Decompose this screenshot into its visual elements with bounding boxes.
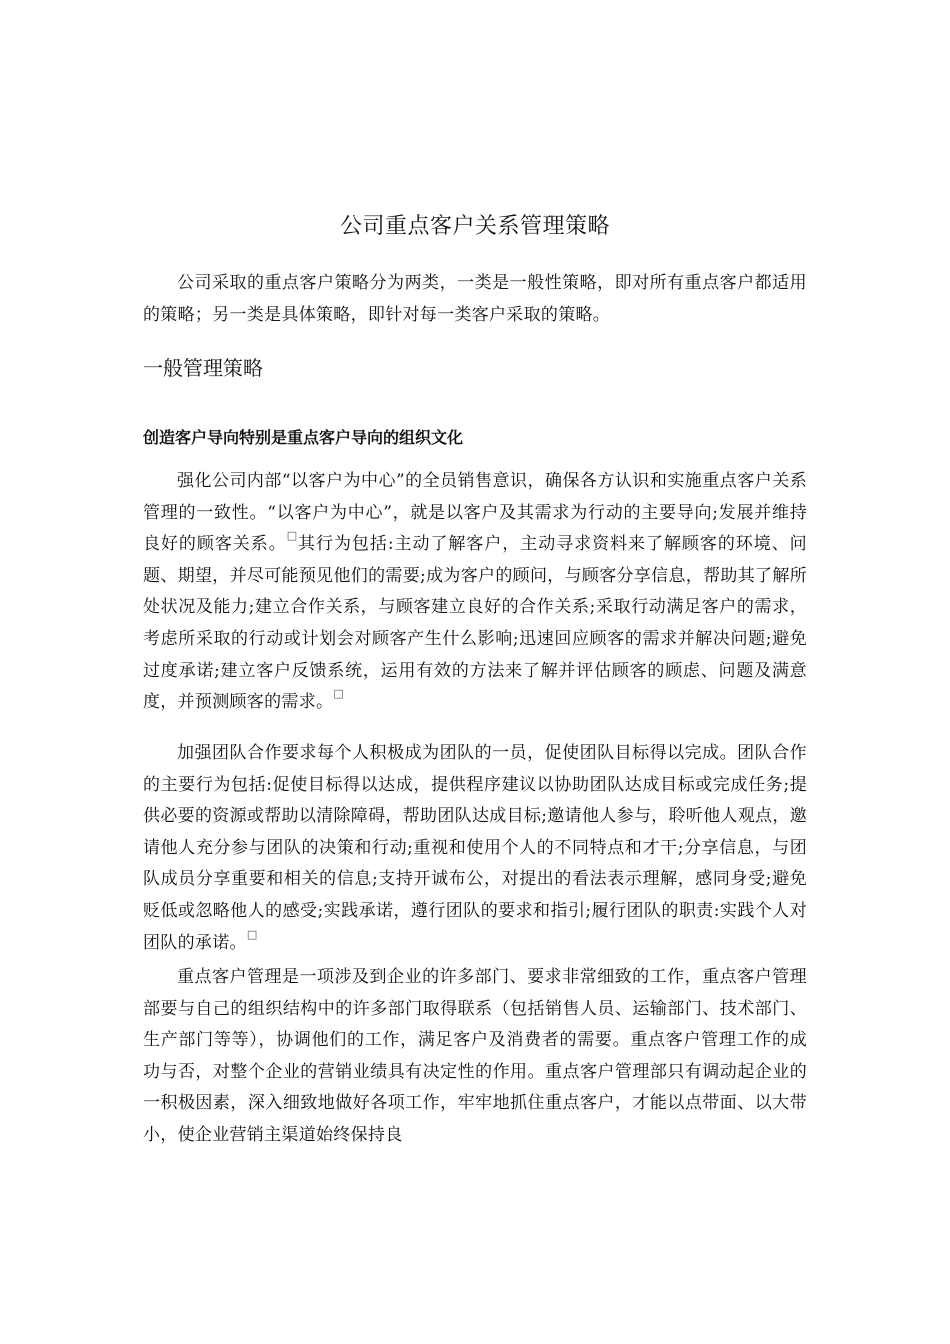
sub-heading: 创造客户导向特别是重点客户导向的组织文化 — [143, 428, 464, 447]
paragraph-text: 强化公司内部“以客户为中心”的全员销售意识，确保各方认识和实施重点客户关系管理的一致性。“以客户为中心”，就是以客户及其需求为行动的主要导向;发展并维持良好的顾客关系。 — [143, 471, 807, 555]
body-paragraph-customer-focus — [143, 466, 807, 719]
note-marker: □ — [246, 927, 258, 941]
paragraph-text: 其行为包括:主动了解客户，主动寻求资料来了解顾客的环境、问题、期望，并尽可能预见他们的需要;成为客户的顾问，与顾客分享信息，帮助其了解所处状况及能力;建立合作关系，与顾客建立良好的合作关系;采取行动满足客户的需求，考虑所采取的行动或计划会对顾客产生什么影响;迅速回应顾客的需求并解决问题;避免过度承诺;建立客户反馈系统，运用有效的方法来了解并评估顾客的顾虑、问题及满意度，并预测顾客的需求。 — [143, 534, 807, 713]
section-heading: 一般管理策略 — [143, 356, 263, 380]
body-paragraph-teamwork — [143, 738, 807, 959]
note-marker: □ — [333, 687, 345, 701]
page-title: 公司重点客户关系管理策略 — [339, 214, 610, 239]
note-marker: □ — [286, 529, 298, 543]
body-paragraph-key-account-management: 重点客户管理是一项涉及到企业的许多部门、要求非常细致的工作，重点客户管理部要与自己的组织结构中的许多部门取得联系（包括销售人员、运输部门、技术部门、生产部门等等），协调他们的工作，满足客户及消费者的需要。重点客户管理工作的成功与否，对整个企业的营销业绩具有决定性的作用。重点客户管理部只有调动起企业的一积极因素，深入细致地做好各项工作，牢牢地抓住重点客户，才能以点带面、以大带小，使企业营销主渠道始终保持良 — [143, 967, 807, 1145]
intro-paragraph: 公司采取的重点客户策略分为两类，一类是一般性策略，即对所有重点客户都适用的策略；另一类是具体策略，即针对每一类客户采取的策略。 — [143, 273, 807, 325]
paragraph-text: 加强团队合作要求每个人积极成为团队的一员，促使团队目标得以完成。团队合作的主要行为包括:促使目标得以达成，提供程序建议以协助团队达成目标或完成任务;提供必要的资源或帮助以清除障碍，帮助团队达成目标;邀请他人参与，聆听他人观点，邀请他人充分参与团队的决策和行动;重视和使用个人的不同特点和才干;分享信息，与团队成员分享重要和相关的信息;支持开诚布公，对提出的看法表示理解，感同身受;避免贬低或忽略他人的感受;实践承诺，遵行团队的要求和指引;履行团队的职责:实践个人对团队的承诺。 — [143, 743, 807, 953]
